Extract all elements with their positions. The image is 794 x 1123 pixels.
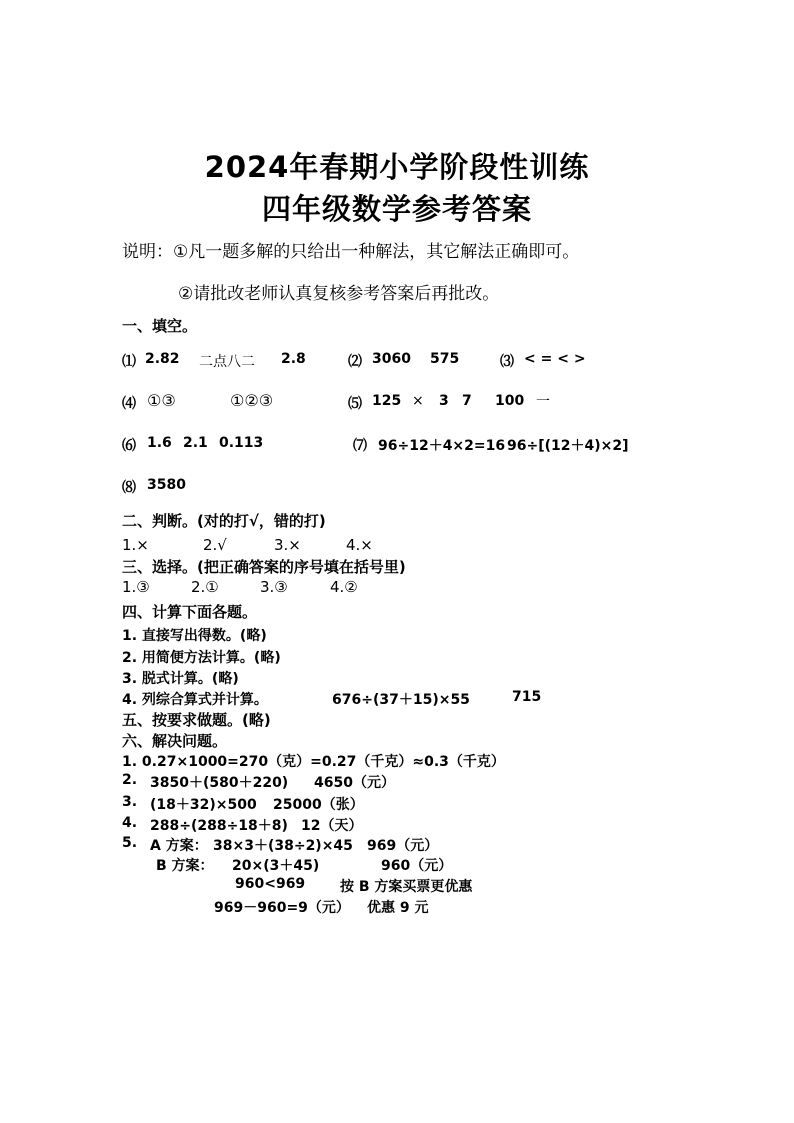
q6-answer-a: 1.6 [147,435,172,451]
calc-item-3: 3. 脱式计算。(略) [122,671,239,687]
q4-num: ⑷ [122,396,136,412]
plan-b-expr: 20×(3＋45) [232,858,320,874]
problem-2-expr: 3850＋(580＋220) [150,775,289,791]
section-4-heading: 四、计算下面各题。 [122,603,258,621]
section-2-heading: 二、判断。(对的打√，错的打) [122,512,326,530]
q5-num: ⑸ [348,396,362,412]
q2-answer-b: 575 [430,351,460,367]
judge-item-2: 2.√ [203,536,227,554]
plan-a-expr: 38×3＋(38÷2)×45 [213,838,353,854]
q2-answer-a: 3060 [372,351,411,367]
problem-3-expr: (18＋32)×500 [150,797,257,813]
calc-item-4-answer: 715 [512,689,542,705]
q5-answer-a: 125 [372,393,402,409]
plan-b-label: B 方案： [156,858,214,874]
judge-item-3: 3.× [274,536,301,554]
section-6-heading: 六、解决问题。 [122,732,228,750]
section-3-heading: 三、选择。(把正确答案的序号填在括号里) [122,558,406,576]
q8-answer: 3580 [147,477,186,493]
q5-answer-c: 3 [439,393,449,409]
q7-answer-b: 96÷[(12＋4)×2] [507,438,629,454]
q5-answer-f: 一 [536,394,550,410]
problem-1: 1. 0.27×1000=270（克）=0.27（千克）≈0.3（千克） [122,754,505,770]
q3-num: ⑶ [500,354,514,370]
note-2: ②请批改老师认真复核参考答案后再批改。 [178,284,500,304]
problem-4-num: 4. [122,815,138,831]
q5-answer-b: × [412,393,424,409]
plan-difference-text: 优惠 9 元 [367,900,429,916]
choice-item-1: 1.③ [122,578,150,596]
q4-answer-a: ①③ [147,391,176,410]
choice-item-4: 4.② [330,578,358,596]
note-1: 说明：①凡一题多解的只给出一种解法，其它解法正确即可。 [122,242,580,262]
plan-a-answer: 969（元） [367,838,439,854]
title-line-2: 四年级数学参考答案 [261,192,532,226]
section-1-heading: 一、填空。 [122,317,198,335]
q1-answer-b: 二点八二 [199,354,255,370]
section-5-heading: 五、按要求做题。(略) [122,711,271,729]
problem-2-answer: 4650（元） [314,775,395,791]
choice-item-3: 3.③ [260,578,288,596]
problem-5-num: 5. [122,835,138,851]
problem-4-expr: 288÷(288÷18＋8) [150,818,288,834]
plan-a-label: A 方案： [150,838,208,854]
q2-num: ⑵ [348,354,362,370]
problem-3-answer: 25000（张） [273,797,364,813]
plan-compare-text: 按 B 方案买票更优惠 [340,879,473,895]
plan-difference: 969－960=9（元） [214,900,350,916]
q6-answer-b: 2.1 [183,435,208,451]
judge-item-1: 1.× [122,536,149,554]
q6-answer-c: 0.113 [219,435,264,451]
plan-b-answer: 960（元） [381,858,453,874]
q1-answer-a: 2.82 [145,351,180,367]
q8-num: ⑻ [122,480,136,496]
title-line-1: 2024年春期小学阶段性训练 [204,150,590,184]
choice-item-2: 2.① [191,578,219,596]
q1-answer-c: 2.8 [281,351,306,367]
q1-num: ⑴ [122,354,136,370]
calc-item-4: 4. 列综合算式并计算。 [122,692,268,708]
q3-answer: < = < > [524,351,586,367]
problem-3-num: 3. [122,794,138,810]
plan-compare: 960<969 [235,876,306,892]
q5-answer-e: 100 [495,393,525,409]
q4-answer-b: ①②③ [230,391,274,410]
calc-item-4-expr: 676÷(37＋15)×55 [332,692,470,708]
q7-answer-a: 96÷12＋4×2=16 [378,438,506,454]
problem-4-answer: 12（天） [301,818,363,834]
q7-num: ⑺ [353,438,367,454]
q5-answer-d: 7 [462,393,472,409]
calc-item-1: 1. 直接写出得数。(略) [122,628,267,644]
calc-item-2: 2. 用简便方法计算。(略) [122,650,281,666]
judge-item-4: 4.× [346,536,373,554]
q6-num: ⑹ [122,438,136,454]
problem-2-num: 2. [122,772,138,788]
